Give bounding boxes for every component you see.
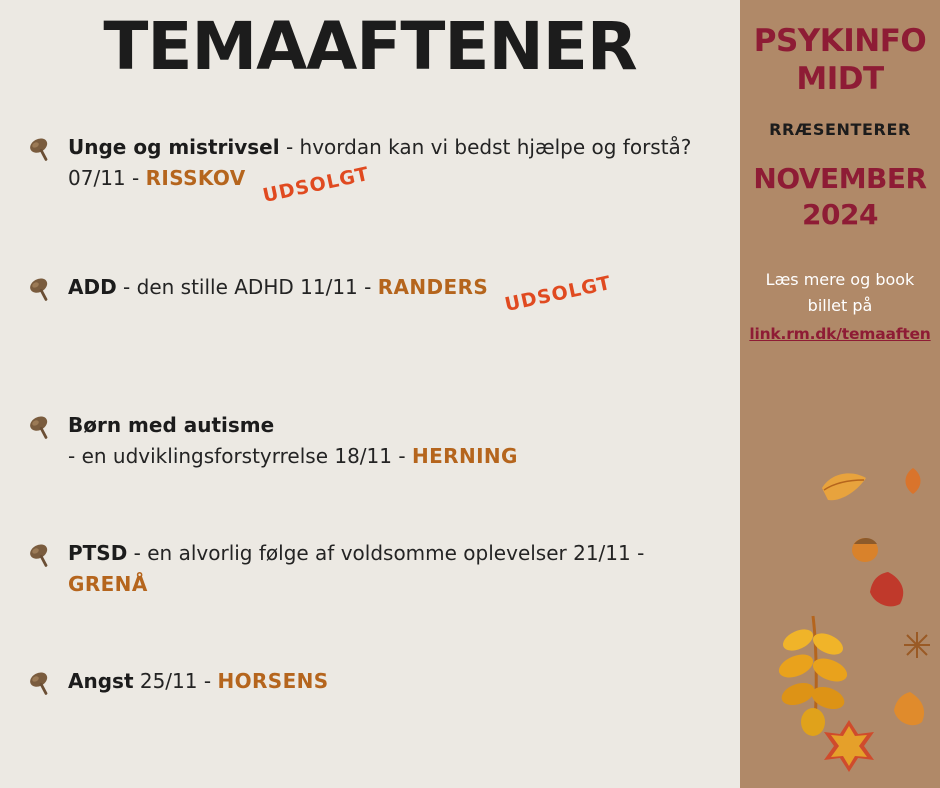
status-badge: UDSOLGT: [502, 271, 614, 317]
pushpin-icon: [26, 414, 56, 442]
event-list: [0, 132, 740, 736]
event-text: [68, 410, 720, 472]
event-description: - en udviklingsforstyrrelse 18/11 -: [68, 444, 412, 468]
leaf-icon: [818, 468, 870, 514]
list-item: [0, 132, 740, 272]
event-title: Unge og mistrivsel: [68, 135, 280, 159]
month-label: NOVEMBER: [753, 162, 927, 195]
leaf-icon: [902, 630, 932, 664]
pushpin-icon: [26, 670, 56, 698]
page-title: TEMAAFTENER: [103, 8, 637, 85]
event-text: [68, 132, 720, 208]
event-city: HORSENS: [217, 669, 329, 693]
booking-text-line-1: Læs mere og book: [765, 270, 915, 289]
event-title: ADD: [68, 275, 117, 299]
year-label: 2024: [802, 198, 878, 231]
pushpin-icon: [26, 136, 56, 164]
event-title: Angst: [68, 669, 134, 693]
event-text: [68, 666, 720, 697]
brand-line-1: PSYKINFO: [753, 23, 927, 59]
list-item: [0, 538, 740, 666]
booking-info: [740, 267, 940, 347]
list-item: [0, 410, 740, 538]
event-description: - hvordan kan vi bedst hjælpe og forstå? 07/11 -: [68, 135, 692, 190]
event-city: RANDERS: [377, 275, 489, 299]
event-description: - en alvorlig følge af voldsomme oplevelser 21/11 -: [127, 541, 645, 565]
sidebar: [740, 0, 940, 788]
date-block: [740, 161, 940, 233]
leaf-icon: [900, 466, 926, 500]
event-text: [68, 538, 720, 600]
brand-line-2: MIDT: [796, 61, 884, 97]
event-title: PTSD: [68, 541, 128, 565]
list-item: [0, 666, 740, 736]
event-description: 25/11 -: [133, 669, 218, 693]
presents-label: RRÆSENTERER: [769, 120, 911, 139]
pushpin-icon: [26, 276, 56, 304]
booking-text-line-2: billet på: [807, 296, 873, 315]
event-description: - den stille ADHD 11/11 -: [116, 275, 378, 299]
leaf-icon: [848, 532, 882, 570]
event-city: HERNING: [411, 444, 518, 468]
list-item: [0, 272, 740, 410]
pushpin-icon: [26, 542, 56, 570]
leaf-icon: [820, 716, 878, 778]
event-city: GRENÅ: [68, 572, 148, 596]
brand-name: [740, 22, 940, 98]
leaf-icon: [866, 570, 910, 614]
status-badge: UDSOLGT: [260, 162, 372, 208]
leaf-icon: [890, 690, 930, 734]
event-title: Børn med autisme: [68, 413, 275, 437]
event-text: [68, 271, 720, 317]
booking-link[interactable]: link.rm.dk/temaaften: [749, 325, 931, 343]
event-city: RISSKOV: [145, 166, 246, 190]
